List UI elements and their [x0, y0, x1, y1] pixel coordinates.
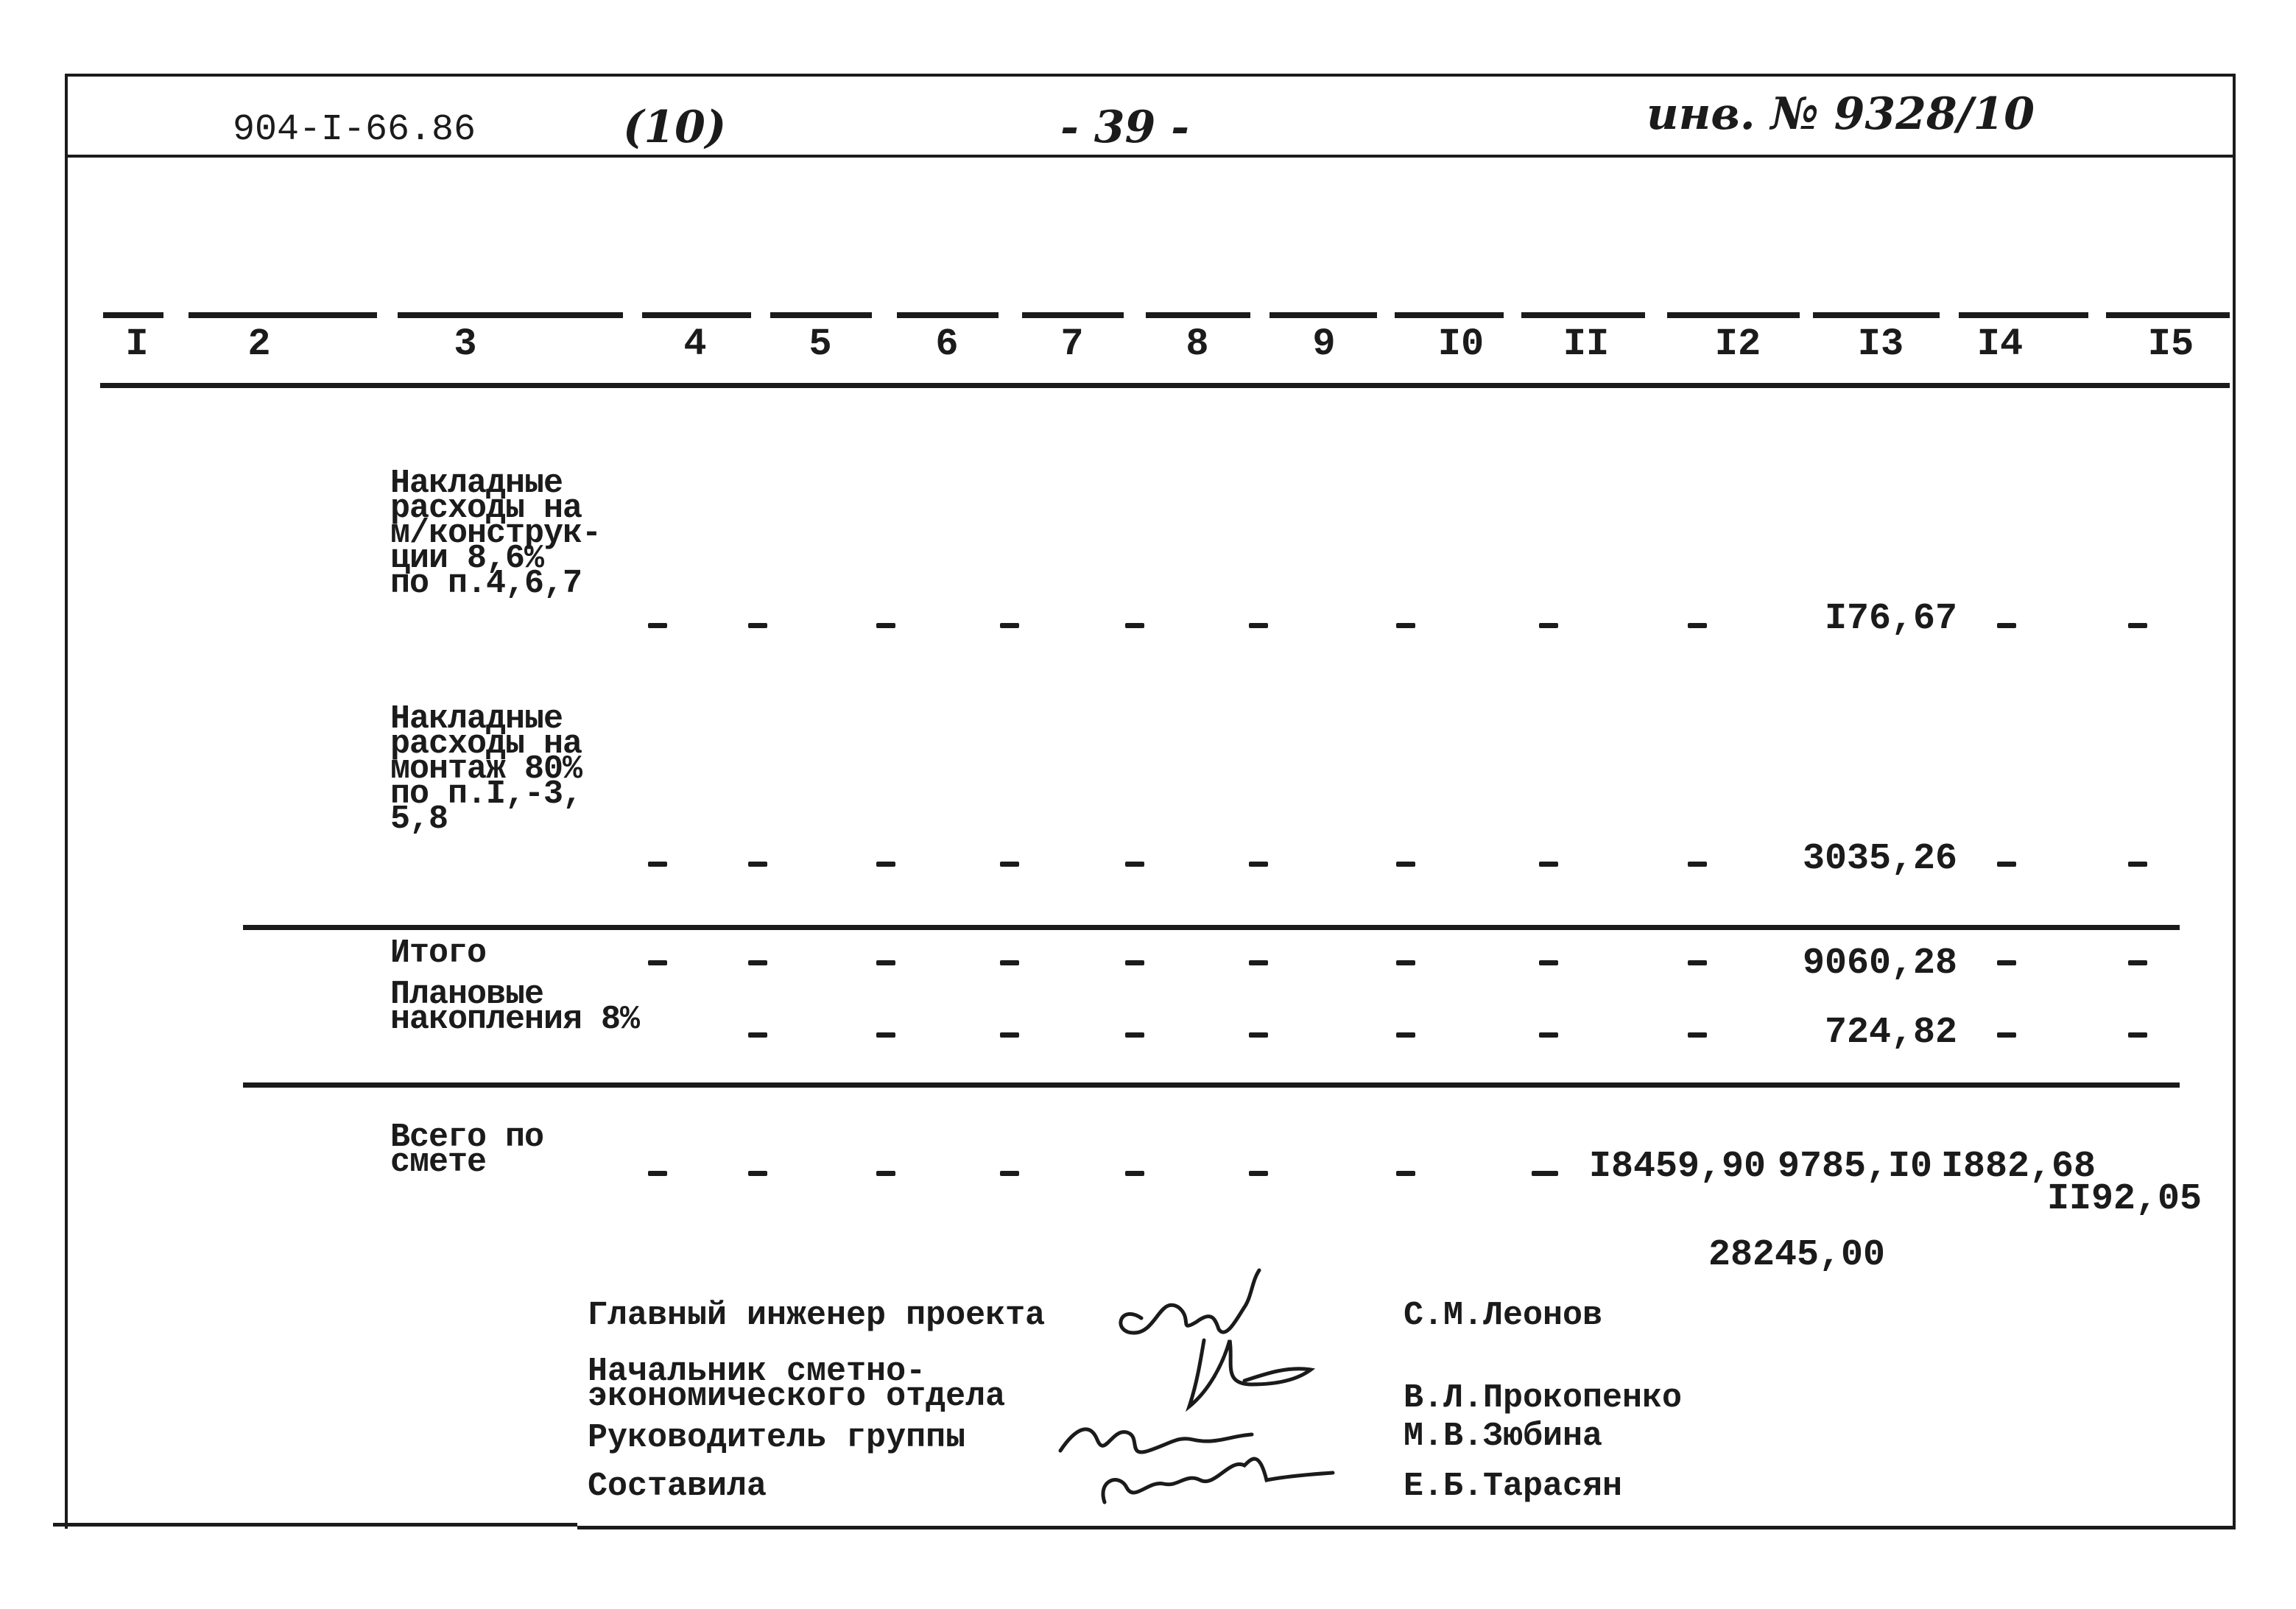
signature-name-compiler: Е.Б.Тарасян [1404, 1468, 1623, 1505]
column-number: I2 [1714, 323, 1761, 366]
handwritten-signatures [1031, 1237, 1355, 1532]
empty-cell-dash [1532, 1171, 1551, 1176]
value-overhead-structures-i3: I76,67 [1824, 598, 1957, 640]
empty-cell-dash [1125, 1171, 1144, 1176]
empty-cell-dash [2128, 623, 2147, 628]
empty-cell-dash [1249, 862, 1268, 867]
empty-cell-dash [748, 862, 767, 867]
header-dash-segment [1813, 312, 1940, 318]
value-planned-savings-i3: 724,82 [1824, 1012, 1957, 1054]
empty-cell-dash [1249, 623, 1268, 628]
column-number: I5 [2147, 323, 2194, 366]
header-dash-segment [1667, 312, 1800, 318]
column-header-bottom-rule [100, 383, 2230, 388]
column-number: I [125, 323, 149, 366]
sheet-reference: (10) [623, 102, 727, 153]
empty-cell-dash [1997, 623, 2016, 628]
empty-cell-dash [2128, 862, 2147, 867]
empty-cell-dash [1000, 960, 1019, 965]
column-number: II [1563, 323, 1610, 366]
row-label-estimate-total: Всего по смете [390, 1119, 544, 1181]
header-dash-segment [770, 312, 872, 318]
header-dash-segment [2106, 312, 2230, 318]
header-dash-segment [897, 312, 999, 318]
header-rule [68, 155, 2233, 158]
empty-cell-dash [1688, 1032, 1707, 1038]
value-estimate-total-i4: I882,68 [1940, 1146, 2096, 1188]
signature-name-estimate-head: В.Л.Прокопенко [1404, 1379, 1683, 1417]
empty-cell-dash [1997, 1032, 2016, 1038]
empty-cell-dash [1539, 862, 1558, 867]
header-dash-segment [398, 312, 623, 318]
signature-mark-1 [1121, 1270, 1259, 1333]
value-estimate-total-i5: II92,05 [2046, 1178, 2202, 1220]
bottom-rule-left [53, 1523, 577, 1527]
column-number: 8 [1186, 323, 1209, 366]
value-estimate-total-i3: 9785,I0 [1777, 1146, 1932, 1188]
empty-cell-dash [1396, 862, 1415, 867]
header-dash-segment [1395, 312, 1504, 318]
document-code: 904-I-66.86 [233, 109, 476, 151]
empty-cell-dash [1125, 960, 1144, 965]
empty-cell-dash [648, 960, 667, 965]
total-rule [243, 1082, 2180, 1088]
empty-cell-dash [1000, 862, 1019, 867]
row-label-subtotal: Итого [390, 934, 487, 972]
empty-cell-dash [1125, 623, 1144, 628]
value-estimate-total-i2: I8459,90 [1588, 1146, 1766, 1188]
value-subtotal-i3: 9060,28 [1802, 943, 1957, 985]
header-dash-segment [642, 312, 751, 318]
empty-cell-dash [1539, 1032, 1558, 1038]
signature-title-group-lead: Руководитель группы [588, 1419, 966, 1457]
header-dash-segment [1521, 312, 1645, 318]
column-number: 2 [247, 323, 271, 366]
grand-total: 28245,00 [1708, 1234, 1885, 1276]
empty-cell-dash [748, 623, 767, 628]
empty-cell-dash [1688, 862, 1707, 867]
signature-mark-2 [1189, 1340, 1311, 1406]
empty-cell-dash [648, 623, 667, 628]
empty-cell-dash [1539, 960, 1558, 965]
empty-cell-dash [1249, 1171, 1268, 1176]
column-number: 3 [454, 323, 477, 366]
row-label-planned-savings: Плановые накопления 8% [390, 976, 640, 1038]
bottom-rule-right [577, 1526, 2236, 1529]
empty-cell-dash [1396, 623, 1415, 628]
empty-cell-dash [648, 1171, 667, 1176]
column-number: 9 [1312, 323, 1336, 366]
empty-cell-dash [1000, 1032, 1019, 1038]
row-label-overhead-structures: Накладные расходы на м/конструк- ции 8,6% по п.4,6,7 [390, 465, 602, 602]
page-number: - 39 - [1060, 102, 1190, 153]
empty-cell-dash [1688, 623, 1707, 628]
empty-cell-dash [1396, 1032, 1415, 1038]
signature-title-compiler: Составила [588, 1468, 767, 1505]
column-number: I3 [1857, 323, 1904, 366]
empty-cell-dash [648, 862, 667, 867]
empty-cell-dash [748, 960, 767, 965]
header-dash-segment [1146, 312, 1250, 318]
signature-name-chief-engineer: С.М.Леонов [1404, 1297, 1603, 1334]
empty-cell-dash [1997, 862, 2016, 867]
empty-cell-dash [1396, 1171, 1415, 1176]
empty-cell-dash [2128, 960, 2147, 965]
empty-cell-dash [1249, 1032, 1268, 1038]
empty-cell-dash [876, 1171, 895, 1176]
signature-mark-4 [1103, 1459, 1333, 1502]
column-number: 5 [809, 323, 832, 366]
column-number: 7 [1060, 323, 1084, 366]
empty-cell-dash [1125, 1032, 1144, 1038]
header-dash-segment [1022, 312, 1124, 318]
subtotal-rule [243, 925, 2180, 930]
header-dash-segment [1959, 312, 2088, 318]
empty-cell-dash [1000, 623, 1019, 628]
header-dash-segment [1270, 312, 1377, 318]
empty-cell-dash [748, 1171, 767, 1176]
column-number: 4 [683, 323, 707, 366]
empty-cell-dash [748, 1032, 767, 1038]
empty-cell-dash [1539, 623, 1558, 628]
value-overhead-installation-i3: 3035,26 [1802, 838, 1957, 880]
signature-name-group-lead: М.В.Зюбина [1404, 1418, 1603, 1455]
empty-cell-dash [876, 623, 895, 628]
signature-title-chief-engineer: Главный инженер проекта [588, 1297, 1046, 1334]
column-number: I0 [1437, 323, 1485, 366]
inventory-number: инв. № 9328/10 [1647, 88, 2035, 140]
column-number: 6 [935, 323, 959, 366]
empty-cell-dash [1688, 960, 1707, 965]
empty-cell-dash [876, 862, 895, 867]
empty-cell-dash [1396, 960, 1415, 965]
signature-mark-3 [1060, 1429, 1252, 1452]
empty-cell-dash [1249, 960, 1268, 965]
signature-title-estimate-head: Начальник сметно- экономического отдела [588, 1353, 1006, 1415]
empty-cell-dash [876, 1032, 895, 1038]
header-dash-segment [189, 312, 377, 318]
column-number: I4 [1976, 323, 2024, 366]
empty-cell-dash [1000, 1171, 1019, 1176]
empty-cell-dash [876, 960, 895, 965]
empty-cell-dash [2128, 1032, 2147, 1038]
row-label-overhead-installation: Накладные расходы на монтаж 80% по п.I,-3, 5,8 [390, 700, 582, 838]
header-dash-segment [103, 312, 163, 318]
empty-cell-dash [1125, 862, 1144, 867]
empty-cell-dash [1997, 960, 2016, 965]
